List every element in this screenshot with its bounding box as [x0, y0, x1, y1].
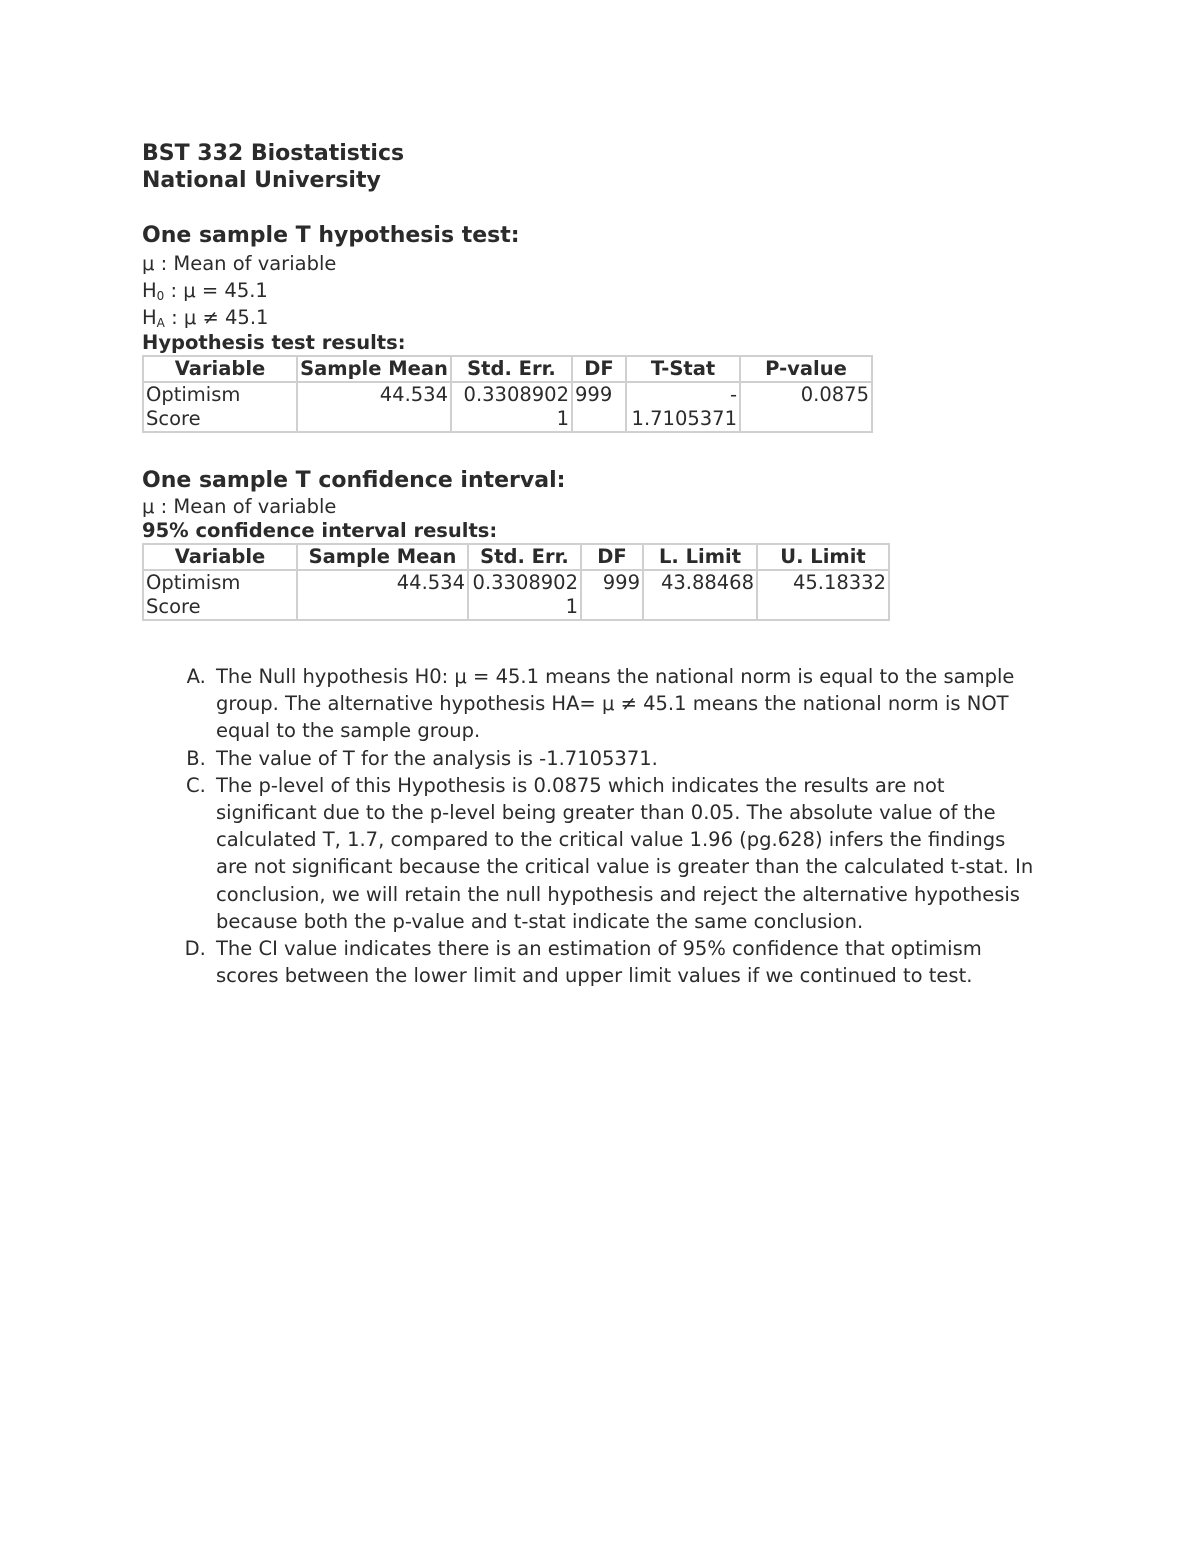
- ha-prefix: H: [142, 306, 157, 329]
- cell-df: 999: [572, 382, 626, 432]
- ha-rest: : μ ≠ 45.1: [164, 306, 269, 329]
- table-row: [143, 382, 872, 432]
- answer-c: C. The p-level of this Hypothesis is 0.0875 which indicates the results are not significant due to the p-level being greater than 0.05. The absolute value of the calculated T, 1.7, compared to the critical value 1.96 (pg.628) infers the findings are not significant because the critical value is greater than the calculated t-stat. In conclusion, we will retain the null hypothesis and reject the alternative hypothesis because both the p-value and t-stat indicate the same conclusion.: [212, 772, 1042, 935]
- answer-a: A. The Null hypothesis H0: μ = 45.1 means the national norm is equal to the sample group. The alternative hypothesis HA= μ ≠ 45.1 means the national norm is NOT equal to the sample group.: [212, 663, 1042, 745]
- null-hypothesis: [142, 277, 1042, 304]
- header-p-value: P-value: [740, 356, 872, 382]
- h0-subscript: 0: [156, 289, 165, 303]
- cell-sample-mean: 44.534: [297, 382, 451, 432]
- ci-results-label: 95% confidence interval results:: [142, 519, 498, 542]
- cell-sample-mean: 44.534: [297, 570, 468, 620]
- cell-variable: Optimism Score: [143, 570, 297, 620]
- document-page: [142, 140, 1042, 989]
- cell-std-err: 0.3308902 1: [451, 382, 572, 432]
- header-sample-mean: Sample Mean: [297, 544, 468, 570]
- table-header-row: [143, 356, 872, 382]
- table-header-row: [143, 544, 889, 570]
- cell-df: 999: [581, 570, 643, 620]
- header-std-err: Std. Err.: [451, 356, 572, 382]
- answer-b: B. The value of T for the analysis is -1.7105371.: [212, 745, 1042, 772]
- header-std-err: Std. Err.: [468, 544, 581, 570]
- table-row: [143, 570, 889, 620]
- cell-t-stat: - 1.7105371: [626, 382, 740, 432]
- header-t-stat: T-Stat: [626, 356, 740, 382]
- answer-d: D. The CI value indicates there is an estimation of 95% confidence that optimism scores between the lower limit and upper limit values if we continued to test.: [212, 935, 1042, 989]
- cell-u-limit: 45.18332: [757, 570, 889, 620]
- answers-list: [142, 663, 1042, 989]
- header-variable: Variable: [143, 356, 297, 382]
- header-u-limit: U. Limit: [757, 544, 889, 570]
- header-l-limit: L. Limit: [643, 544, 757, 570]
- hypothesis-results-label: Hypothesis test results:: [142, 331, 406, 354]
- hypothesis-results-table: [142, 355, 873, 433]
- alternative-hypothesis: [142, 304, 1042, 331]
- hypothesis-test-title: One sample T hypothesis test:: [142, 223, 520, 248]
- header-df: DF: [572, 356, 626, 382]
- header-variable: Variable: [143, 544, 297, 570]
- h0-rest: : μ = 45.1: [164, 279, 268, 302]
- cell-p-value: 0.0875: [740, 382, 872, 432]
- cell-std-err: 0.3308902 1: [468, 570, 581, 620]
- cell-l-limit: 43.88468: [643, 570, 757, 620]
- ci-mu-definition: μ : Mean of variable: [142, 495, 337, 518]
- confidence-interval-table: [142, 543, 890, 621]
- course-title: BST 332 Biostatistics: [142, 141, 405, 166]
- h0-prefix: H: [142, 279, 157, 302]
- header-df: DF: [581, 544, 643, 570]
- header-sample-mean: Sample Mean: [297, 356, 451, 382]
- cell-variable: Optimism Score: [143, 382, 297, 432]
- confidence-interval-title: One sample T confidence interval:: [142, 468, 566, 493]
- institution-name: National University: [142, 168, 381, 193]
- ha-subscript: A: [156, 316, 165, 330]
- mu-definition: μ : Mean of variable: [142, 252, 337, 275]
